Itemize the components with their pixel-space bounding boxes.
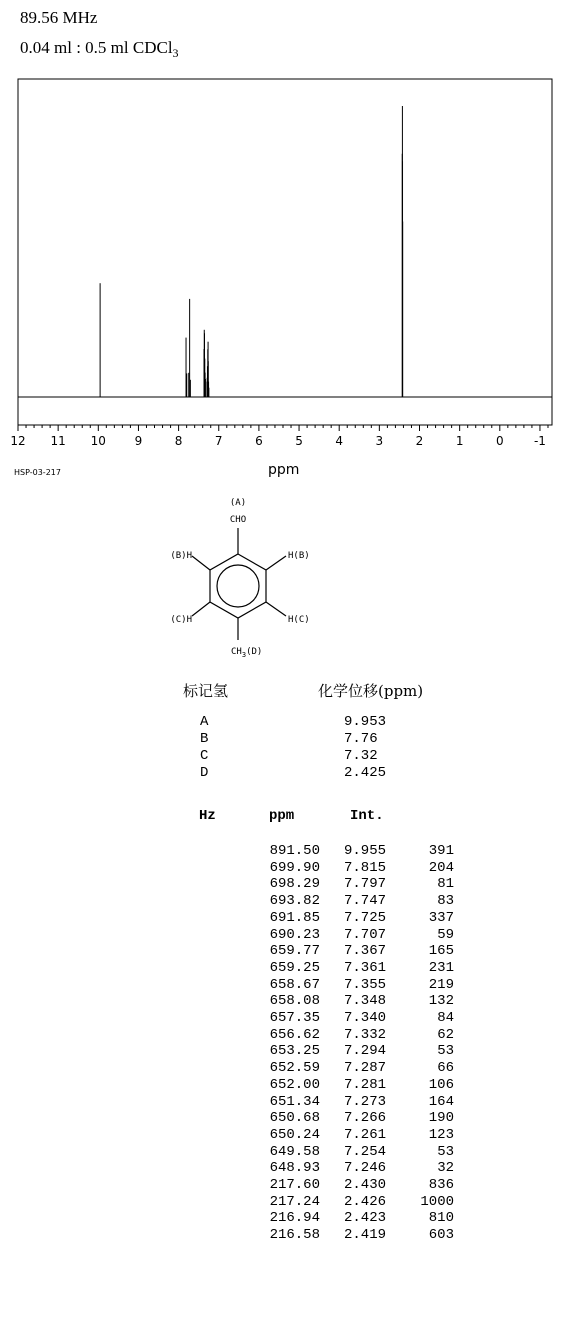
sample-subscript: 3 [172,46,179,60]
peak-ppm: 9.955 [343,843,386,859]
x-tick-label: 5 [295,434,303,448]
peak-ppm: 2.426 [343,1193,386,1210]
peak-int: 123 [428,1126,454,1143]
h-c-left: (C)H [170,615,192,625]
peak-ppm: 7.340 [343,1010,386,1026]
assign-col-shift-header: 化学位移(ppm) [318,682,424,700]
peak-col-ppm-header: ppm [269,808,295,824]
peak-hz: 653.25 [269,1043,320,1060]
aromatic-circle [217,565,259,607]
peak-int: 164 [428,1093,454,1110]
peak-hz: 690.23 [269,926,320,943]
x-tick-label: 0 [495,434,504,448]
sample-description [20,38,179,58]
sample-text: 0.04 ml : 0.5 ml CDCl [20,38,173,57]
peak-int: 165 [428,943,454,960]
x-tick-label: 4 [335,434,344,448]
peak-ppm: 7.266 [343,1110,386,1127]
label-a: (A) [229,498,247,508]
peak-int: 231 [428,959,454,976]
assign-shift: 7.32 [344,748,378,764]
peak-ppm: 2.423 [343,1210,386,1227]
peak-hz: 650.68 [269,1110,320,1127]
peak-hz: 217.60 [269,1177,320,1193]
peak-hz: 891.50 [269,843,320,859]
peak-int: 337 [428,909,454,926]
peak-int: 81 [437,876,454,893]
peak-int: 62 [437,1026,454,1043]
peak-hz: 699.90 [269,859,320,876]
molecule-structure [140,494,360,662]
x-tick-label: 3 [375,434,384,448]
assign-shift: 9.953 [344,714,387,730]
peak-ppm: 7.281 [343,1076,386,1093]
x-tick-label: 8 [174,434,183,448]
peak-int: 132 [428,993,454,1010]
peak-hz: 649.58 [269,1143,320,1160]
peak-hz: 216.94 [269,1210,320,1227]
assign-shift: 2.425 [344,765,387,781]
peak-int: 59 [437,926,454,943]
assign-label: D [200,765,209,781]
h-b-left: (B)H [170,551,192,561]
peak-ppm: 7.261 [343,1126,386,1143]
x-tick-label: -1 [533,434,546,448]
peaks-layer [100,106,403,397]
peak-int: 836 [428,1177,454,1193]
peak-int: 190 [428,1110,454,1127]
peak-hz: 657.35 [269,1010,320,1026]
peak-ppm: 7.725 [343,909,386,926]
peak-int: 1000 [420,1193,454,1210]
peak-int: 219 [428,976,454,993]
peak-hz: 652.00 [269,1076,320,1093]
peak-ppm: 7.355 [343,976,386,993]
peak-ppm: 7.246 [343,1160,386,1177]
x-tick-label: 11 [50,434,66,448]
peak-ppm: 7.348 [343,993,386,1010]
x-tick-label: 1 [455,434,464,448]
x-tick-label: 12 [10,434,26,448]
bond-h-b-right [266,556,286,570]
bond-h-c-right [266,602,286,616]
peak-hz: 651.34 [269,1093,320,1110]
peak-ppm: 7.361 [343,959,386,976]
peak-col-hz-header: Hz [199,808,216,824]
peak-hz: 650.24 [269,1126,320,1143]
x-tick-label: 9 [134,434,143,448]
x-tick-label: 2 [415,434,424,448]
peak-ppm: 7.747 [343,893,386,910]
peak-ppm: 7.332 [343,1026,386,1043]
x-tick-label: 6 [255,434,263,448]
peak-hz: 698.29 [269,876,320,893]
h-b-right: H(B) [288,551,310,561]
peak-hz: 652.59 [269,1060,320,1077]
peak-int: 106 [428,1076,454,1093]
benzene-ring [210,554,266,618]
bond-h-b-left [192,556,210,570]
peak-ppm: 2.419 [343,1227,386,1244]
peak-int: 84 [437,1010,454,1026]
peak-int: 204 [428,859,454,876]
peak-hz: 216.58 [269,1227,320,1244]
x-axis-label: ppm [268,462,300,478]
peak-hz: 659.25 [269,959,320,976]
peak-hz: 648.93 [269,1160,320,1177]
peak-hz: 656.62 [269,1026,320,1043]
peak-ppm: 7.797 [343,876,386,893]
assign-label: A [200,714,209,730]
peak-int: 810 [428,1210,454,1227]
assign-col-label-header: 标记氢 [183,682,229,700]
peak-int: 66 [437,1060,454,1077]
peak-hz: 659.77 [269,943,320,960]
peak-col-int-header: Int. [350,808,384,824]
peak-hz: 693.82 [269,893,320,910]
plot-frame [18,79,552,425]
peak-ppm: 7.367 [343,943,386,960]
spectrometer-frequency: 89.56 MHz [20,8,98,27]
peak-int: 32 [437,1160,454,1177]
cho-group: CHO [229,515,247,525]
assign-label: C [200,748,209,764]
peak-ppm: 7.287 [343,1060,386,1077]
spectrum-id: HSP-03-217 [14,468,61,477]
peak-ppm: 2.430 [343,1177,386,1193]
ch3-group: $CH_3(D)$ [231,647,263,659]
peak-ppm: 7.815 [343,859,386,876]
peak-hz: 658.08 [269,993,320,1010]
peak-hz: 217.24 [269,1193,320,1210]
ticks-layer [10,425,548,448]
peak-int: 83 [437,893,454,910]
peak-hz: 691.85 [269,909,320,926]
x-tick-label: 10 [90,434,106,448]
peak-int: 53 [437,1043,454,1060]
peak-hz: 658.67 [269,976,320,993]
assign-label: B [200,731,209,747]
bond-h-c-left [192,602,210,616]
nmr-spectrum-chart [0,70,570,462]
peak-ppm: 7.273 [343,1093,386,1110]
peak-ppm: 7.294 [343,1043,386,1060]
peak-int: 391 [428,843,454,859]
peak-int: 53 [437,1143,454,1160]
peak-ppm: 7.707 [343,926,386,943]
x-tick-label: 7 [214,434,223,448]
h-c-right: H(C) [288,615,310,625]
peak-int: 603 [428,1227,454,1244]
assign-shift: 7.76 [344,731,378,747]
peak-ppm: 7.254 [343,1143,386,1160]
